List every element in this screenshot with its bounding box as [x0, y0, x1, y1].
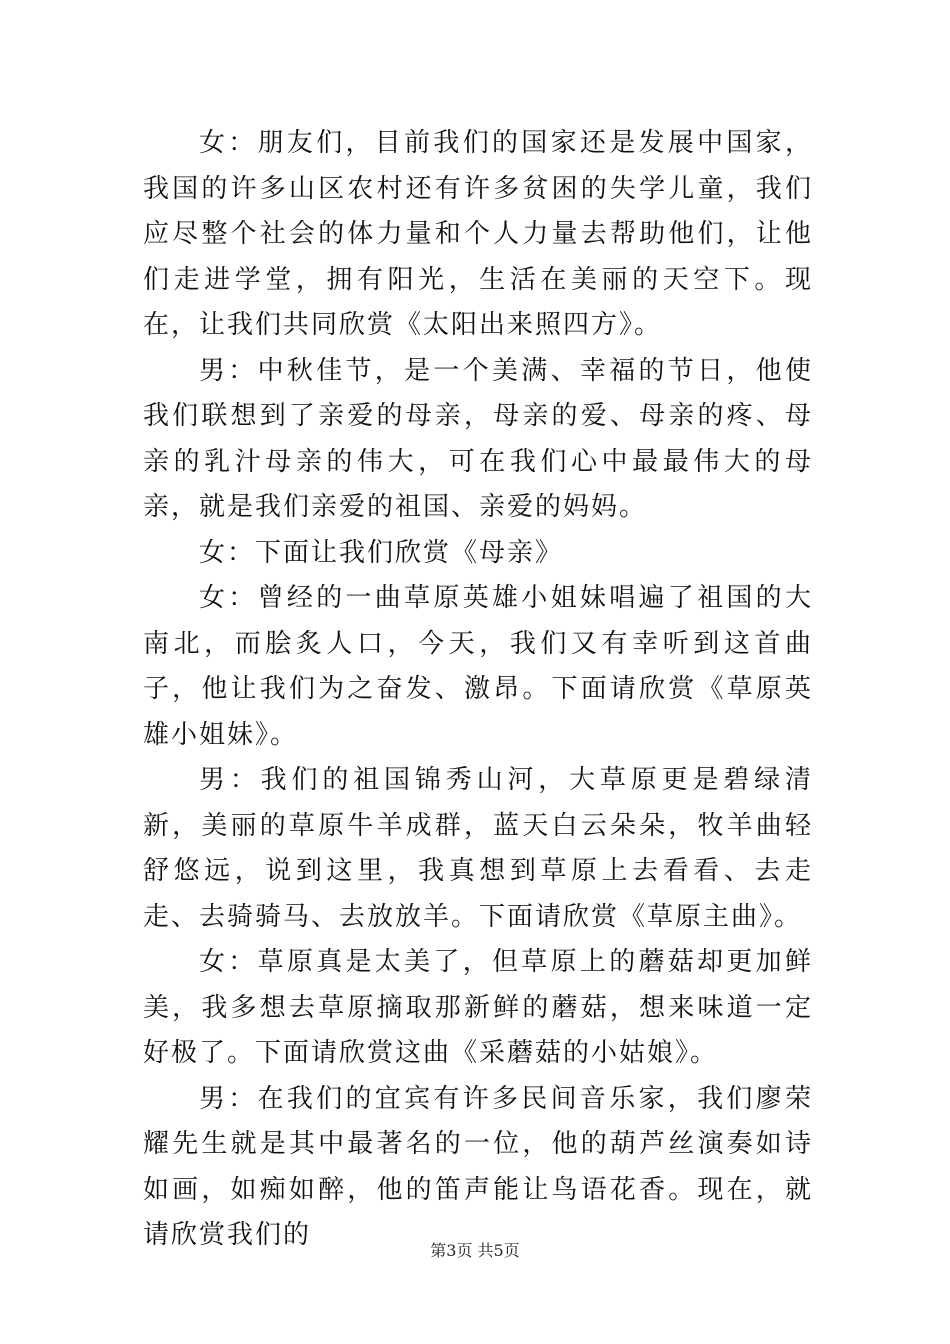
paragraph-4: 女：曾经的一曲草原英雄小姐妹唱遍了祖国的大南北，而脍炙人口，今天，我们又有幸听到这首曲子，他让我们为之奋发、激昂。下面请欣赏《草原英雄小姐妹》。: [143, 583, 813, 750]
paragraph-1: 女：朋友们，目前我们的国家还是发展中国家，我国的许多山区农村还有许多贫困的失学儿童，我们应尽整个社会的体力量和个人力量去帮助他们，让他们走进学堂，拥有阳光，生活在美丽的天空下。现在，让我们共同欣赏《太阳出来照四方》。: [143, 128, 813, 340]
paragraph-3: 女：下面让我们欣赏《母亲》: [199, 537, 564, 568]
document-body: [143, 121, 813, 1259]
paragraph-7: 男：在我们的宜宾有许多民间音乐家，我们廖荣耀先生就是其中最著名的一位，他的葫芦丝演奏如诗如画，如痴如醉，他的笛声能让鸟语花香。现在，就请欣赏我们的: [143, 1083, 813, 1250]
paragraph-5: 男：我们的祖国锦秀山河，大草原更是碧绿清新，美丽的草原牛羊成群，蓝天白云朵朵，牧羊曲轻舒悠远，说到这里，我真想到草原上去看看、去走走、去骑骑马、去放放羊。下面请欣赏《草原主曲》。: [143, 765, 813, 932]
paragraph-2: 男：中秋佳节，是一个美满、幸福的节日，他使我们联想到了亲爱的母亲，母亲的爱、母亲的疼、母亲的乳汁母亲的伟大，可在我们心中最最伟大的母亲，就是我们亲爱的祖国、亲爱的妈妈。: [143, 355, 813, 522]
page-number-label: 第3页 共5页: [430, 1241, 520, 1260]
paragraph-6: 女：草原真是太美了，但草原上的蘑菇却更加鲜美，我多想去草原摘取那新鲜的蘑菇，想来味道一定好极了。下面请欣赏这曲《采蘑菇的小姑娘》。: [143, 947, 813, 1068]
page-footer: [0, 1241, 950, 1261]
